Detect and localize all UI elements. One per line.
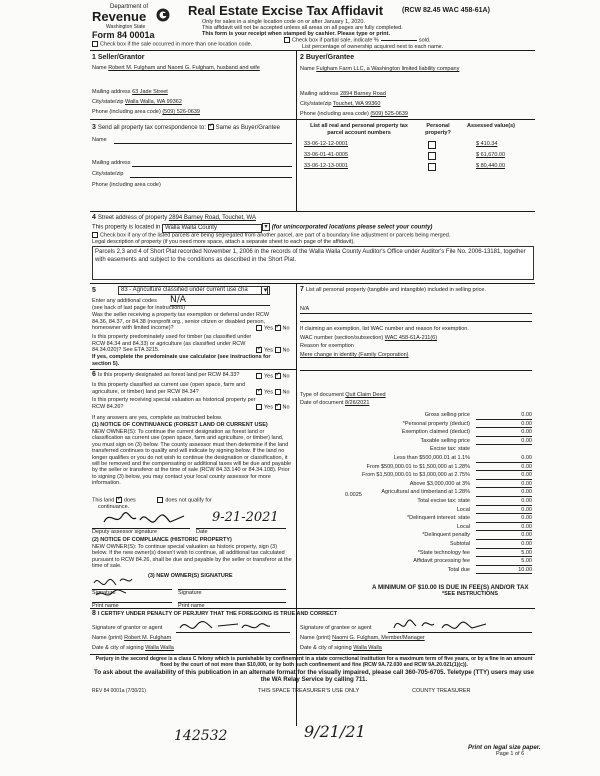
tax-row-label: *State technology fee	[417, 549, 470, 556]
tax-row-label: Taxable selling price	[420, 437, 470, 444]
land-use-select[interactable]: 83 - Agriculture classified under current use cha	[118, 286, 268, 295]
county-select[interactable]: Walla Walla County	[162, 224, 262, 233]
tax-row-value[interactable]: 0.00	[476, 464, 532, 472]
seller-name-row: Name Robert M. Fulgham and Naomi G. Fulgham, husband and wife	[92, 65, 260, 71]
same-as-buyer-checkbox[interactable]	[208, 124, 214, 130]
answers-note: If any answers are yes, complete as instructed below.	[92, 415, 223, 421]
seller-phone-row: Phone (including area code) (509) 526-0639	[92, 109, 200, 115]
grantee-city-row: Date & city of signing Walla Walla	[300, 645, 382, 651]
corr-city-label: City/state/zip	[92, 171, 124, 177]
header-note-3: This form is your receipt when stamped by cashier. Please type or print.	[202, 31, 390, 37]
grantee-city-field[interactable]: Walla Walla	[353, 645, 382, 651]
dor-seal-icon	[156, 8, 170, 22]
form-title: Real Estate Excise Tax Affidavit	[188, 3, 384, 18]
assessor-date-label: Date	[196, 529, 208, 535]
grantor-name-row: Name (print) Robert M. Fulgham	[92, 635, 172, 641]
new-owner-signature-1	[92, 573, 152, 603]
tax-row-value[interactable]: 0.00	[476, 507, 532, 515]
parcel-number[interactable]: 33-06-12-12-0001	[304, 141, 349, 147]
assessor-sig-label: Deputy assessor signature	[92, 529, 158, 535]
q-exemption: Was the seller receiving a property tax exemption or deferral under RCW 84.36, 84.37, or 84.38 (nonprofit org., senior citizen or disabled person, homeowner with limited income)?	[92, 312, 270, 331]
doc-type-row: Type of document Quit Claim Deed	[300, 392, 386, 398]
personal-prop-value[interactable]: N/A	[300, 306, 310, 312]
list-pct-note: List percentage of ownership acquired next to each name.	[302, 44, 444, 50]
dept-line1: Department of	[110, 4, 149, 10]
seller-mail-field[interactable]: 63 Jade Street	[132, 89, 168, 95]
grantee-name-field[interactable]: Naomi G. Fulgham, Member/Manager	[332, 635, 425, 641]
chk-more-locations[interactable]: Check box if the sale occurred in more than one location code.	[92, 41, 252, 48]
tax-row-value[interactable]: 0.00	[476, 541, 532, 549]
personal-property-checkbox[interactable]	[428, 163, 436, 171]
q-timber: Is this property predominately used for timber (as classified under RCW 84.34 and 84.33) or agriculture (as classified under RCW 84.34.020)? See ETA 3215.	[92, 334, 252, 353]
form-rcw: (RCW 82.45 WAC 458-61A)	[402, 7, 490, 14]
new-owner-sig-title: (3) NEW OWNER(S) SIGNATURE	[148, 573, 233, 579]
buyer-name-row: Name Fulgham Farm LLC, a Washington limited liability company	[300, 66, 460, 72]
chk-partial-sale[interactable]: Check box if partial sale, indicate % sold.	[284, 37, 430, 44]
buyer-name-field[interactable]: Fulgham Farm LLC, a Washington limited liability company	[316, 66, 460, 72]
tax-row-label: Gross selling price	[424, 412, 470, 418]
accessibility-note: To ask about the availability of this publication in an alternate format for the visually impaired, please call 360-705-6705. Teletype (TTY) users may use the WA Relay Service by calling 711.	[94, 669, 534, 683]
header-note-1: Only for sales in a single location code on or after January 1, 2020.	[202, 19, 365, 25]
tax-row-value[interactable]: 0.00	[476, 515, 532, 523]
tax-row-value[interactable]: 0.00	[476, 412, 532, 420]
tax-row-value[interactable]: 0.00	[476, 489, 532, 497]
tax-row-value[interactable]: 0.00	[476, 438, 532, 446]
treasurer-use: THIS SPACE TREASURER'S USE ONLY	[258, 688, 360, 694]
buyer-phone-field[interactable]: (509) 525-0639	[370, 111, 408, 117]
print-name-label-2: Print name	[178, 603, 205, 609]
handwritten-date: 9/21/21	[304, 722, 366, 741]
tax-row-value[interactable]: 5.00	[476, 558, 532, 566]
parcels-col-header: List all real and personal property tax parcel account numbers	[310, 123, 408, 136]
grantee-signature	[392, 614, 502, 634]
continuance-title: (1) NOTICE OF CONTINUANCE (FOREST LAND OR CURRENT USE)	[92, 422, 268, 428]
tax-row-label: Affidavit processing fee	[413, 558, 470, 565]
doc-date-field[interactable]: 8/26/2021	[344, 400, 370, 406]
tax-row-label: Less than $500,000.01 at 1.1%	[393, 455, 470, 461]
q-current-use-answer: ✓ Yes No	[256, 389, 290, 396]
buyer-city-field[interactable]: Touchet, WA 99360	[332, 101, 381, 107]
seller-city-row: City/state/zip Walla Walla, WA 99362	[92, 99, 182, 105]
continuance-text: NEW OWNER(S): To continue the current designation as forest land or classification as current use (open space, farm and agriculture, or timber) land, you must sign on (3) below. The county assessor must then determine if the land transferred continues to qualify and will indicate by signing below. If the land no longer qualifies or you do not wish to continue the designation or classification, it will be removed and the compensating or additional taxes will be due and payable by the seller or transferor at the time of sale (RCW 84.33.140 or 84.34.108). Prior to signing (3) below, you may contact your local county assessor for more information.	[92, 429, 292, 487]
assessed-value[interactable]: $ 61,670.00	[476, 152, 506, 158]
revision: REV 84 0001a (7/30/21)	[92, 688, 146, 694]
grantor-name-field[interactable]: Robert M. Fulgham	[124, 635, 172, 641]
tax-row-label: From $500,000.01 to $1,500,000 at 1.28%	[366, 463, 470, 470]
tax-row-value[interactable]: 0.00	[476, 524, 532, 532]
perjury-note: Perjury in the second degree is a class C felony which is punishable by confinement in a state correctional institution for a maximum term of five years, or by a fine in an amount fixed by the court of not more than $10,000, or by both such confinement and fine (RCW 9A.72.030 and RCW 9A.20.021(1)(c)).	[95, 656, 533, 668]
print-name-label-1: Print name	[92, 603, 119, 609]
street-row: 4 Street address of property 2894 Barney Road, Touchet, WA	[92, 214, 256, 221]
legal-label: Legal description of property (if you need more space, attach a separate sheet to each page of the affidavit).	[92, 239, 355, 245]
corr-mail-label: Mailing address	[92, 160, 131, 166]
tax-row-label: Total excise tax: state	[417, 498, 470, 504]
tax-row-label: Excise tax: state	[429, 446, 470, 453]
assessor-date[interactable]: 9-21-2021	[212, 510, 279, 525]
tax-calculation-table	[300, 412, 534, 584]
county-row: This property is located in Walla Walla County ▾ (for unincorporated locations please select your county)	[92, 224, 433, 231]
q-historic-answer: Yes ✓ No	[256, 404, 290, 411]
page-number: Page 1 of 6	[496, 751, 525, 757]
historic-title: (2) NOTICE OF COMPLIANCE (HISTORIC PROPERTY)	[92, 537, 232, 543]
tax-row-value[interactable]: 0.00	[476, 481, 532, 489]
personal-col-header: Personal property?	[425, 123, 451, 136]
assessed-value[interactable]: $ 410.34	[476, 141, 498, 147]
assessor-signature	[100, 508, 200, 530]
county-treasurer: COUNTY TREASURER	[412, 688, 471, 694]
dept-line3: Washington State	[106, 24, 146, 30]
corr-heading: 3 Send all property tax correspondence to: ✓ Same as Buyer/Grantee	[92, 124, 280, 132]
chevron-down-icon[interactable]: ▾	[262, 223, 270, 231]
buyer-phone-row: Phone (including area code) (509) 525-0639	[300, 111, 408, 117]
this-land-row: This land ✓ does does not qualify for	[92, 497, 212, 504]
doc-date-row: Date of document 8/26/2021	[300, 400, 370, 406]
tax-row-label: Subtotal	[449, 541, 470, 547]
wac-field[interactable]: WAC 458-61A-211(6)	[384, 335, 438, 341]
sig-label-1: Signature	[92, 590, 116, 596]
corr-name-label: Name	[92, 137, 107, 143]
certify-heading: 8 I CERTIFY UNDER PENALTY OF PERJURY THAT THE FOREGOING IS TRUE AND CORRECT	[92, 610, 338, 617]
tax-row-label: Exemption claimed (deduct)	[401, 429, 470, 436]
q-timber-answer: ✓ Yes No	[256, 347, 290, 354]
tax-row-value[interactable]: 0.00	[476, 421, 532, 429]
seller-city-field[interactable]: Walla Walla, WA 99362	[125, 99, 182, 105]
handwritten-number: 142532	[174, 728, 228, 744]
seller-phone-field[interactable]: (509) 526-0639	[162, 109, 200, 115]
tax-row-label: Agricultural and timberland at 1.28%	[381, 489, 470, 496]
q-exemption-answer: Yes ✓ No	[256, 325, 290, 332]
parcel-number[interactable]: 33-06-12-13-0001	[304, 163, 349, 169]
q-forest-answer: Yes ✓ No	[256, 373, 290, 380]
tax-row-value[interactable]: 0.00	[476, 472, 532, 480]
tax-row-value[interactable]: 0.00	[476, 455, 532, 463]
local-rate: 0.0025	[345, 492, 362, 498]
tax-row-label: Local	[456, 506, 470, 513]
wac-row: WAC number (section/subsection) WAC 458-61A-211(6)	[300, 335, 438, 341]
personal-prop-heading: 7 List all personal property (tangible and intangible) included in selling price.	[300, 286, 486, 293]
q-predominate: If yes, complete the predominate use calculator (see instructions for section 5).	[92, 354, 271, 367]
doc-type-field[interactable]: Quit Claim Deed	[345, 392, 386, 398]
sig-label-2: Signature	[178, 590, 202, 596]
tax-row-label: From $1,500,000.01 to $3,000,000 at 2.75%	[362, 472, 470, 479]
minimum-due-note: A MINIMUM OF $10.00 IS DUE IN FEE(S) AND/OR TAX	[372, 584, 529, 591]
exempt-claim-note: If claiming an exemption, list WAC number and reason for exemption.	[300, 326, 469, 332]
grantor-city-field[interactable]: Walla Walla	[145, 645, 174, 651]
tax-row-label: Total due	[447, 566, 470, 573]
street-field[interactable]: 2894 Barney Road, Touchet, WA	[168, 215, 256, 221]
tax-row-value[interactable]: 5.00	[476, 550, 532, 558]
tax-row-value[interactable]: 0.00	[476, 429, 532, 437]
personal-property-checkbox[interactable]	[428, 141, 436, 149]
section-5-number: 5	[92, 287, 96, 294]
personal-property-checkbox[interactable]	[428, 152, 436, 160]
tax-row-label: *Delinquent interest: state	[407, 515, 470, 522]
tax-row-value[interactable]: 0.00	[476, 498, 532, 506]
legal-paper-note: Print on legal size paper.	[468, 744, 541, 751]
assessed-value[interactable]: $ 80,440.00	[476, 163, 506, 169]
tax-row-label: *Personal property (deduct)	[402, 420, 470, 427]
see-back-note: (see back of last page for instructions)	[92, 305, 185, 311]
seller-mail-row: Mailing address 63 Jade Street	[92, 89, 168, 95]
additional-codes-label: Enter any additional codes	[92, 298, 157, 304]
see-instructions: *SEE INSTRUCTIONS	[442, 591, 498, 597]
tax-row-label: Above $3,000,000 at 3%	[409, 480, 470, 487]
grantee-name-row: Name (print) Naomi G. Fulgham, Member/Manager	[300, 635, 425, 641]
reason-label: Reason for exemption	[300, 343, 354, 349]
q-forest: 6 Is this property designated as forest land per RCW 84.33?	[92, 371, 240, 378]
grantee-sig-label: Signature of grantee or agent	[300, 625, 372, 631]
seller-name-field[interactable]: Robert M. Fulgham and Naomi G. Fulgham, husband and wife	[108, 65, 260, 71]
grantor-sig-label: Signature of grantor or agent	[92, 625, 163, 631]
header-note-2: This affidavit will not be accepted unless all areas on all pages are fully completed.	[202, 25, 403, 31]
additional-codes-field[interactable]: N/A	[170, 295, 270, 306]
chevron-down-icon[interactable]: ▾	[261, 286, 270, 295]
buyer-heading: 2 Buyer/Grantee	[300, 54, 355, 61]
buyer-mail-field[interactable]: 2894 Barney Road	[340, 91, 386, 97]
tax-row-label: *Delinquent penalty	[422, 532, 470, 539]
buyer-city-row: City/state/zip Touchet, WA 99360	[300, 101, 381, 107]
reason-field[interactable]: Mere change in identity (Family Corporation)	[300, 352, 409, 358]
tax-row-value[interactable]: 0.00	[476, 532, 532, 540]
form-number: Form 84 0001a	[92, 30, 155, 40]
tax-row-label: Local	[456, 523, 470, 530]
grantor-city-row: Date & city of signing Walla Walla	[92, 645, 174, 651]
buyer-mail-row: Mailing address 2894 Barney Road	[300, 91, 386, 97]
parcel-number[interactable]: 33-06-01-41-0005	[304, 152, 349, 158]
historic-text: NEW OWNER(S): To continue special valuation as historic property, sign (3) below. If the new owner(s) doesn't wish to continue, all additional tax calculated pursuant to RCW 84.26, shall be due and payable by the seller or transferor at the time of sale.	[92, 544, 292, 570]
chk-segregated[interactable]: Check box if any of the listed parcels are being segregated from another parcel, are part of a boundary line adjustment or parcels being merged.	[92, 232, 450, 239]
q-historic: Is this property receiving special valuation as historical property per RCW 84.26?	[92, 397, 256, 410]
parcel-list	[304, 141, 534, 181]
legal-description-field[interactable]: Parcels 2,3 and 4 of Short Plat recorded November 1, 2006 in the records of the Walla Walla County Auditor's Office under Auditor's File No. 2006-13181, together with easements and subject to the conditions as described in the Short Plat.	[92, 246, 534, 280]
tax-row-value[interactable]: 10.00	[476, 567, 532, 575]
dept-line2: Revenue	[92, 9, 147, 24]
assessed-col-header: Assessed value(s)	[467, 123, 515, 129]
seller-heading: 1 Seller/Grantor	[92, 54, 145, 61]
q-current-use: Is this property classified as current use (open space, farm and agriculture, or timber) land per RCW 84.34?	[92, 382, 246, 395]
corr-phone-label: Phone (including area code)	[92, 182, 161, 188]
continuance-word: continuance.	[98, 504, 130, 510]
